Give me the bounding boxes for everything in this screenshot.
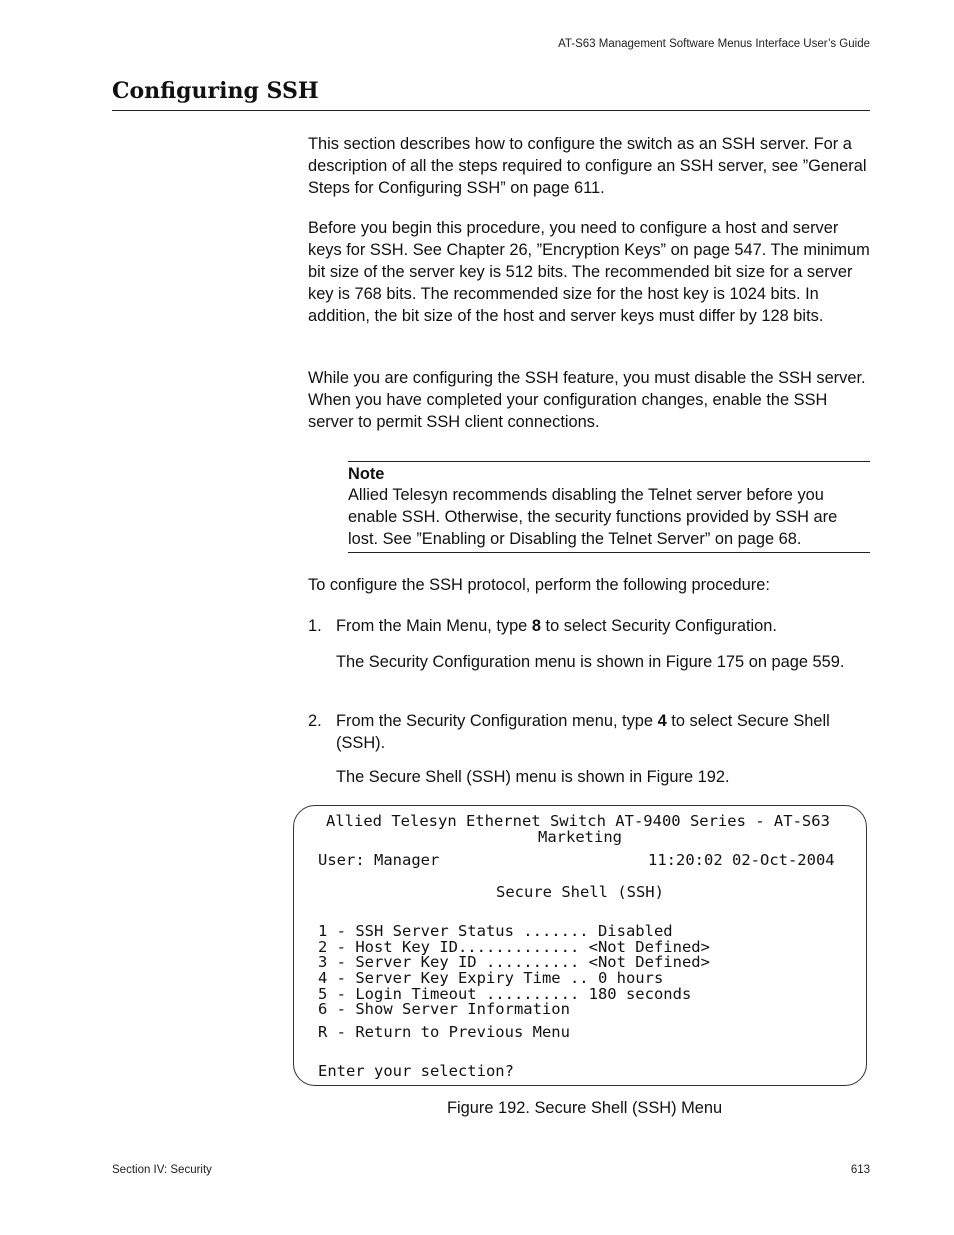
running-head: AT-S63 Management Software Menus Interface User’s Guide: [558, 38, 870, 50]
step-key: 8: [531, 617, 541, 635]
screen-header-line: Marketing: [538, 828, 622, 846]
step-number: 1.: [308, 617, 322, 635]
screen-menu-title: Secure Shell (SSH): [496, 883, 664, 901]
step-text-after: to select Secure Shell (SSH).: [336, 712, 830, 752]
menu-option: 4 - Server Key Expiry Time .. 0 hours: [318, 969, 664, 987]
prerequisite-paragraph: Before you begin this procedure, you need to configure a host and server keys for SSH. See Chapter 26, ”Encryption Keys” on page 547. The minimum bit size of the server key is 512 bits. The recommended bit size for a server key is 768 bits. The recommended size for the host key is 1024 bits. In addition, the bit size of the host and server keys must differ by 128 bits.: [308, 219, 870, 325]
screen-user: User: Manager: [318, 851, 440, 869]
title-rule: [112, 110, 870, 111]
step-text-before: From the Security Configuration menu, type: [336, 712, 658, 730]
step-result: The Security Configuration menu is shown in Figure 175 on page 559.: [336, 653, 845, 671]
disable-server-paragraph: While you are configuring the SSH feature, you must disable the SSH server. When you have completed your configuration changes, enable the SSH server to permit SSH client connections.: [308, 369, 866, 431]
intro-paragraph: This section describes how to configure the switch as an SSH server. For a description of all the steps required to configure an SSH server, see ”General Steps for Configuring SSH” on page 611.: [308, 135, 867, 197]
step-text-before: From the Main Menu, type: [336, 617, 532, 635]
menu-option: 3 - Server Key ID .......... <Not Defined>: [318, 953, 710, 971]
menu-option: 1 - SSH Server Status ....... Disabled: [318, 922, 673, 940]
menu-option-return: R - Return to Previous Menu: [318, 1023, 570, 1041]
menu-option: 2 - Host Key ID............. <Not Defined>: [318, 938, 710, 956]
section-title: Configuring SSH: [112, 78, 319, 104]
footer-page-number: 613: [850, 1164, 870, 1176]
screen-datetime: 11:20:02 02-Oct-2004: [648, 851, 835, 869]
menu-option: 6 - Show Server Information: [318, 1000, 570, 1018]
procedure-intro: To configure the SSH protocol, perform the following procedure:: [308, 576, 770, 594]
step-key: 4: [657, 712, 667, 730]
step-instruction: [336, 615, 870, 637]
menu-option: 5 - Login Timeout .......... 180 seconds: [318, 985, 692, 1003]
step-number: 2.: [308, 712, 322, 730]
step-result: The Secure Shell (SSH) menu is shown in Figure 192.: [336, 768, 730, 786]
note-box: [348, 461, 870, 553]
note-text: Allied Telesyn recommends disabling the Telnet server before you enable SSH. Otherwise, the security functions provided by SSH are lost. See ”Enabling or Disabling the Telnet Server” on page 68.: [348, 486, 838, 548]
screen-prompt: Enter your selection?: [318, 1062, 514, 1080]
figure-caption: Figure 192. Secure Shell (SSH) Menu: [447, 1099, 723, 1117]
step-text-after: to select Security Configuration.: [540, 617, 777, 635]
screen-header-line: Allied Telesyn Ethernet Switch AT-9400 Series - AT-S63: [326, 812, 830, 830]
step-instruction: [336, 710, 870, 754]
footer-section: Section IV: Security: [112, 1164, 212, 1176]
note-heading: Note: [348, 465, 385, 483]
